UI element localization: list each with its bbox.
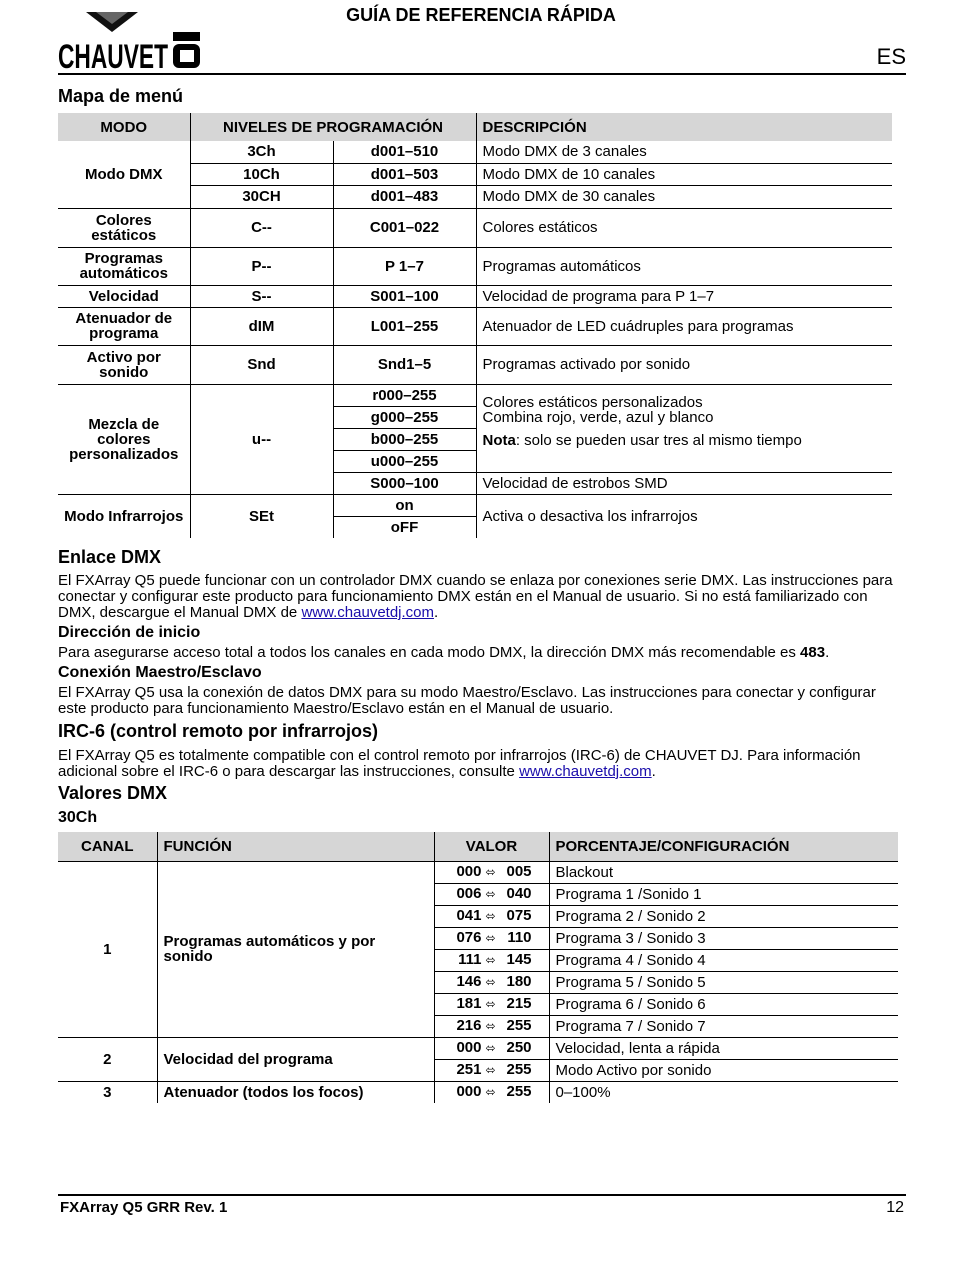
table-row xyxy=(58,208,892,247)
menu-map-header-row xyxy=(58,113,892,141)
value-to: 255 xyxy=(506,1017,532,1034)
range-cell: L001–255 xyxy=(333,307,476,345)
language-code: ES xyxy=(876,44,906,69)
master-slave-text: El FXArray Q5 usa la conexión de datos DMX para su modo Maestro/Esclavo. Las instrucciones para conectar y configurar este producto para funcionamiento Maestro/Esclavo están en el Manual de usuario. xyxy=(58,684,876,717)
dmx-values-table xyxy=(58,832,898,1103)
level-cell: 10Ch xyxy=(190,163,333,185)
irc6-text xyxy=(58,748,908,780)
page-header-title: GUÍA DE REFERENCIA RÁPIDA xyxy=(346,5,616,25)
setting-cell: Modo Activo por sonido xyxy=(549,1059,898,1081)
value-from: 216 xyxy=(456,1017,482,1034)
level-cell: Snd xyxy=(190,345,333,384)
dmx-link-title: Enlace DMX xyxy=(58,547,162,567)
setting-cell: Programa 6 / Sonido 6 xyxy=(549,993,898,1015)
channel-cell: 3 xyxy=(103,1083,112,1101)
range-cell: Snd1–5 xyxy=(333,345,476,384)
mode-cell: Activo por sonido xyxy=(86,348,161,381)
setting-cell: Blackout xyxy=(549,861,898,883)
header-rule xyxy=(58,73,906,75)
value-range-cell xyxy=(434,1015,549,1037)
start-address-value: 483 xyxy=(800,644,826,661)
header-mode: MODO xyxy=(58,113,190,141)
dmx-link-text xyxy=(58,573,908,621)
description-cell: Activa o desactiva los infrarrojos xyxy=(476,494,892,538)
setting-cell: Programa 2 / Sonido 2 xyxy=(549,905,898,927)
mode-cell: Modo DMX xyxy=(85,165,163,183)
header-channel: CANAL xyxy=(58,832,157,861)
channel-cell: 2 xyxy=(103,1050,112,1068)
setting-cell: Programa 7 / Sonido 7 xyxy=(549,1015,898,1037)
start-address-text xyxy=(58,645,908,661)
mode-cell: Modo Infrarrojos xyxy=(64,507,184,525)
double-arrow-icon: ⬄ xyxy=(485,909,496,923)
double-arrow-icon: ⬄ xyxy=(485,865,496,879)
menu-map-table xyxy=(58,113,892,538)
double-arrow-icon: ⬄ xyxy=(485,1085,496,1100)
value-from: 251 xyxy=(456,1061,482,1078)
range-cell: d001–503 xyxy=(333,163,476,185)
value-from: 000 xyxy=(456,1039,482,1056)
function-cell: Programas automáticos y por sonido xyxy=(157,861,434,1037)
mode-cell: Colores estáticos xyxy=(91,211,157,244)
range-cell: C001–022 xyxy=(333,208,476,247)
value-range-cell xyxy=(434,971,549,993)
range-cell: on xyxy=(333,494,476,516)
note-label: Nota xyxy=(482,431,516,449)
table-row xyxy=(58,247,892,285)
double-arrow-icon: ⬄ xyxy=(485,931,496,945)
range-cell: P 1–7 xyxy=(333,247,476,285)
description-cell: Modo DMX de 10 canales xyxy=(476,163,892,185)
value-to: 255 xyxy=(506,1083,532,1101)
description-cell: Modo DMX de 3 canales xyxy=(476,141,892,163)
channel-1-group xyxy=(58,861,898,1037)
svg-text:CHAUVET: CHAUVET xyxy=(58,38,169,76)
double-arrow-icon: ⬄ xyxy=(485,975,496,989)
value-to: 250 xyxy=(506,1039,532,1056)
function-cell: Atenuador (todos los focos) xyxy=(157,1081,434,1103)
dmx-values-header-row xyxy=(58,832,898,861)
start-address-end: . xyxy=(825,644,830,661)
mode-cell: Atenuador de programa xyxy=(75,310,173,342)
table-row xyxy=(58,1037,898,1059)
value-range-cell xyxy=(434,883,549,905)
value-range-cell xyxy=(434,927,549,949)
chauvet-dj-logo xyxy=(58,10,203,76)
value-from: 111 xyxy=(458,951,482,968)
irc6-title: IRC-6 (control remoto por infrarrojos) xyxy=(58,721,379,741)
description-cell: Colores estáticos xyxy=(476,208,892,247)
table-row xyxy=(58,861,898,883)
master-slave-title: Conexión Maestro/Esclavo xyxy=(58,664,262,681)
start-address-title: Dirección de inicio xyxy=(58,624,201,641)
footer-doc-id: FXArray Q5 GRR Rev. 1 xyxy=(60,1199,228,1216)
range-cell: d001–483 xyxy=(333,185,476,208)
value-range-cell xyxy=(434,993,549,1015)
channel-2-group xyxy=(58,1037,898,1081)
table-row xyxy=(58,1081,898,1103)
description-cell xyxy=(476,384,892,472)
value-to: 255 xyxy=(506,1061,532,1078)
value-from: 000 xyxy=(456,1083,482,1101)
channel-cell: 1 xyxy=(103,940,112,958)
header-function: FUNCIÓN xyxy=(157,832,434,861)
mode-cell: Mezcla de colores personalizados xyxy=(69,415,179,463)
level-cell: 30CH xyxy=(190,185,333,208)
channel-3-group xyxy=(58,1081,898,1103)
chauvetdj-link[interactable]: www.chauvetdj.com xyxy=(301,604,435,621)
description-cell: Atenuador de LED cuádruples para programas xyxy=(476,307,892,345)
value-from: 000 xyxy=(456,863,482,880)
function-cell: Velocidad del programa xyxy=(157,1037,434,1081)
custom-desc-line2: Combina rojo, verde, azul y blanco xyxy=(482,408,714,426)
dmx-link-body: El FXArray Q5 puede funcionar con un controlador DMX cuando se enlaza por conexiones serie DMX. Las instrucciones para conectar y configurar este producto para funcionamiento DMX están en el Manual de usuario. Si no está familiarizado con DMX, descargue el Manual DMX de xyxy=(58,572,893,621)
value-to: 110 xyxy=(507,929,532,946)
value-range-cell xyxy=(434,1059,549,1081)
value-from: 076 xyxy=(456,929,482,946)
value-range-cell xyxy=(434,1081,549,1103)
double-arrow-icon: ⬄ xyxy=(485,887,496,901)
value-to: 145 xyxy=(506,951,532,968)
value-to: 075 xyxy=(506,907,532,924)
description-cell: Velocidad de programa para P 1–7 xyxy=(476,285,892,307)
table-row xyxy=(58,141,892,163)
chauvetdj-link[interactable]: www.chauvetdj.com xyxy=(519,763,652,780)
level-cell: S-- xyxy=(190,285,333,307)
value-to: 180 xyxy=(506,973,532,990)
double-arrow-icon: ⬄ xyxy=(485,997,496,1011)
level-cell: P-- xyxy=(190,247,333,285)
setting-cell: Velocidad, lenta a rápida xyxy=(549,1037,898,1059)
value-from: 181 xyxy=(456,995,482,1012)
value-from: 006 xyxy=(456,885,482,902)
description-cell: Velocidad de estrobos SMD xyxy=(476,472,892,494)
double-arrow-icon: ⬄ xyxy=(485,1041,496,1055)
setting-cell: Programa 4 / Sonido 4 xyxy=(549,949,898,971)
range-cell: S001–100 xyxy=(333,285,476,307)
table-row xyxy=(58,494,892,516)
range-cell: oFF xyxy=(333,516,476,538)
level-cell: C-- xyxy=(190,208,333,247)
range-cell: r000–255 xyxy=(333,384,476,406)
irc6-end: . xyxy=(651,763,656,780)
header-programming-levels: NIVELES DE PROGRAMACIÓN xyxy=(190,113,476,141)
value-to: 215 xyxy=(506,995,532,1012)
value-range-cell xyxy=(434,861,549,883)
description-cell: Modo DMX de 30 canales xyxy=(476,185,892,208)
page-number: 12 xyxy=(886,1199,904,1216)
setting-cell: Programa 3 / Sonido 3 xyxy=(549,927,898,949)
dmx-values-title: Valores DMX xyxy=(58,783,168,803)
irc6-body: El FXArray Q5 es totalmente compatible con el control remoto por infrarrojos (IRC-6) de CHAUVET DJ. Para información adicional sobre el IRC-6 o para descargar las instrucciones, consulte xyxy=(58,747,861,780)
level-cell: 3Ch xyxy=(190,141,333,163)
mode-cell: Programas automáticos xyxy=(79,250,168,282)
header-value: VALOR xyxy=(434,832,549,861)
setting-cell: 0–100% xyxy=(549,1081,898,1103)
custom-desc-line1: Colores estáticos personalizados xyxy=(482,393,703,411)
table-row xyxy=(58,384,892,406)
value-range-cell xyxy=(434,1037,549,1059)
range-cell: g000–255 xyxy=(333,406,476,428)
range-cell: b000–255 xyxy=(333,428,476,450)
table-row xyxy=(58,307,892,345)
double-arrow-icon: ⬄ xyxy=(485,1019,496,1033)
range-cell: d001–510 xyxy=(333,141,476,163)
level-cell: dIM xyxy=(190,307,333,345)
range-cell: u000–255 xyxy=(333,450,476,472)
value-from: 041 xyxy=(456,907,482,924)
setting-cell: Programa 5 / Sonido 5 xyxy=(549,971,898,993)
mode-cell: Velocidad xyxy=(88,287,159,305)
note-text: : solo se pueden usar tres al mismo tiempo xyxy=(515,431,802,449)
level-cell: SEt xyxy=(190,494,333,538)
custom-note xyxy=(483,433,887,448)
description-cell: Programas activado por sonido xyxy=(476,345,892,384)
description-cell: Programas automáticos xyxy=(476,247,892,285)
double-arrow-icon: ⬄ xyxy=(485,953,496,967)
level-cell: u-- xyxy=(190,384,333,494)
footer-rule xyxy=(58,1194,906,1196)
double-arrow-icon: ⬄ xyxy=(485,1063,496,1077)
menu-map-title: Mapa de menú xyxy=(58,86,184,106)
value-range-cell xyxy=(434,949,549,971)
setting-cell: Programa 1 /Sonido 1 xyxy=(549,883,898,905)
value-range-cell xyxy=(434,905,549,927)
table-row xyxy=(58,285,892,307)
dmx-values-subtitle: 30Ch xyxy=(58,809,98,826)
table-row xyxy=(58,345,892,384)
header-setting: PORCENTAJE/CONFIGURACIÓN xyxy=(549,832,898,861)
dmx-link-end: . xyxy=(434,604,439,621)
header-description: DESCRIPCIÓN xyxy=(476,113,892,141)
value-to: 040 xyxy=(506,885,532,902)
value-from: 146 xyxy=(456,973,482,990)
start-address-body: Para asegurarse acceso total a todos los canales en cada modo DMX, la dirección DMX más recomendable es xyxy=(58,644,801,661)
value-to: 005 xyxy=(506,863,532,880)
range-cell: S000–100 xyxy=(333,472,476,494)
